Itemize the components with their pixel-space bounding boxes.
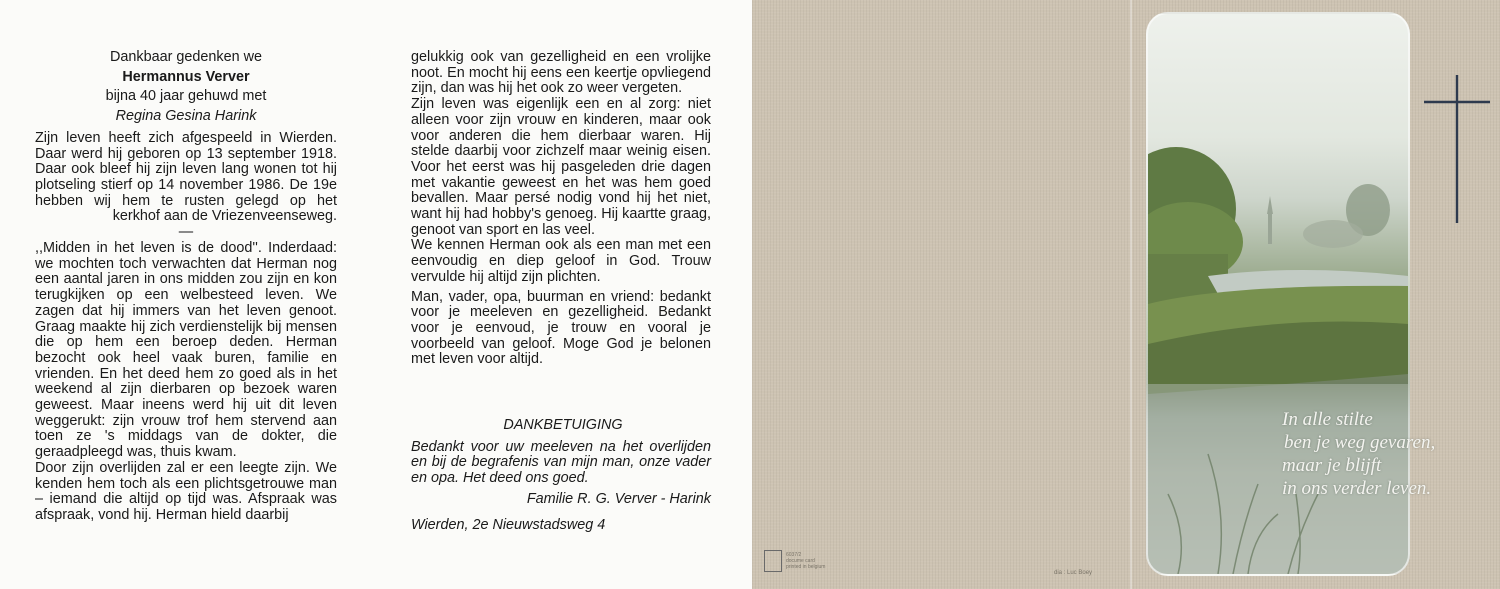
continuation-paragraph: gelukkig ook van gezelligheid en een vrolijke noot. En mocht hij eens een keertje opvliegend zijn, dan was hij het ook zo weer vergeten. [411, 49, 711, 97]
tribute-paragraph: ,,Midden in het leven is de dood''. Inderdaad: we mochten toch verwachten dat Herman nog een aantal jaren in ons midden zou zijn en kon terugkijken op een welbesteed leven. We zagen dat hij immers van het leven genoot. Graag maakte hij zich verdienstelijk bij mensen die op hem een beroep deden. Herman bezocht ook heel vaak buren, familie en vrienden. En het deed hem zo goed als in het weekend al zijn dierbaren op bezoek waren geweest. Maar ineens werd hij uit dit leven weggerukt: zijn vrouw trof hem stervend aan toen ze 's middags van de dokter, die geraadpleegd was, thuis kwam. [35, 240, 337, 461]
print-brand: docume card [786, 558, 815, 564]
publisher-print [786, 552, 825, 570]
thanks-text: Bedankt voor uw meeleven na het overlijden en bij de begrafenis van mijn man, onze vader en opa. Het deed ons goed. [411, 438, 711, 487]
column-2 [411, 50, 711, 533]
column-1 [35, 50, 337, 524]
memorial-card-cover [752, 0, 1500, 589]
poem [1282, 408, 1435, 500]
thanks-title: DANKBETUIGING [503, 417, 623, 434]
publisher-logo-icon [764, 550, 782, 572]
address: Wierden, 2e Nieuwstadsweg 4 [411, 516, 606, 533]
heading: Dankbaar gedenken we [109, 49, 262, 65]
married-line: bijna 40 jaar gehuwd met [105, 88, 267, 105]
absence-paragraph: Door zijn overlijden zal er een leegte zijn. We kenden hem toch als een plichtsgetrouwe man – iemand die altijd op tijd was. Afspraak was afspraak, vond hij. Herman hield daarbij [35, 459, 337, 523]
photo-credit: dia : Luc Boey [1054, 570, 1093, 576]
poem-line-1: In alle stilte [1282, 409, 1373, 430]
farewell-paragraph: Man, vader, opa, buurman en vriend: bedankt voor je meeleven en gezelligheid. Bedankt voor je eenvoud, je trouw en vooral je voorbeeld van geloof. Moge God je belonen met leven voor altijd. [411, 288, 711, 368]
cross-icon [1424, 75, 1490, 225]
poem-line-3: maar je blijft [1282, 455, 1382, 476]
deceased-name: Hermannus Verver [122, 68, 250, 85]
spouse-name: Regina Gesina Harink [115, 108, 257, 125]
print-code: 6037/2 [786, 552, 802, 558]
bio-paragraph: Zijn leven heeft zich afgespeeld in Wierden. Daar werd hij geboren op 13 september 1918. Daar ook bleef hij zijn leven lang wonen tot hij plotseling stierf op 14 november 1986. De 19e hebben wij hem te rusten gelegd op het kerkhof aan de Vriezenveenseweg. [35, 129, 337, 225]
poem-line-2: ben je weg gevaren, [1284, 432, 1436, 453]
separator: — [178, 224, 194, 241]
poem-line-4: in ons verder leven. [1282, 478, 1432, 499]
fold-line [1130, 0, 1132, 589]
family-signature: Familie R. G. Verver - Harink [526, 490, 711, 507]
print-origin: printed in belgium [786, 564, 826, 570]
faith-paragraph: We kennen Herman ook als een man met een eenvoudig en diep geloof in God. Trouw vervulde hij altijd zijn plichten. [411, 237, 711, 285]
care-paragraph: Zijn leven was eigenlijk een en al zorg: niet alleen voor zijn vrouw en kinderen, maar ook voor anderen die hem dierbaar waren. Hij stelde daarbij voor zichzelf maar weinig eisen. Voor het eerst was hij pasgeleden drie dagen met vakantie geweest en het was hem goed bevallen. Maar persé nodig vond hij het niet, want hij had hobby's genoeg. Hij kaartte graag, genoot van sport en las veel. [411, 96, 711, 238]
